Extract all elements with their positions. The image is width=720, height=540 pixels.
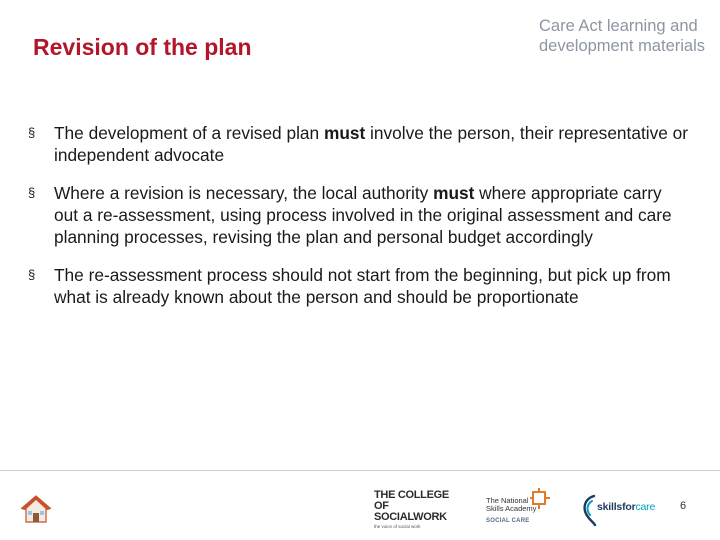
bullet-emphasis: must <box>323 123 366 143</box>
bullet-text-part: involve the person, their representative or independent advocate <box>54 123 689 165</box>
bullet-item <box>28 182 688 248</box>
brand-line-1: Care Act learning and <box>539 17 698 35</box>
slide-title: Revision of the plan <box>33 34 252 60</box>
nsa-logo-subtitle: SOCIAL CARE <box>486 518 530 524</box>
brand-text <box>539 16 714 56</box>
cosw-logo-line-2: SOCIALWORK <box>374 511 447 523</box>
sfc-logo-text <box>597 501 655 513</box>
bullet-text <box>54 264 688 308</box>
college-of-social-work-logo <box>374 490 452 530</box>
bullet-text <box>54 182 688 248</box>
sfc-logo-care: care <box>635 501 656 513</box>
bullet-text-part: where appropriate carry out a re-assessment, using process involved in the original assessment and care planning processes, revising the plan and personal budget accordingly <box>54 183 672 247</box>
bullet-text-part: The development of a revised plan <box>54 123 324 143</box>
nsa-logo-line-2: Skills Academy <box>486 504 537 513</box>
skills-for-care-logo <box>580 490 680 530</box>
bullet-marker: § <box>28 267 36 282</box>
brand-line-2: development materials <box>539 37 705 55</box>
nsa-logo-line-1: The National <box>486 496 529 505</box>
bullet-marker: § <box>28 185 36 200</box>
cosw-logo-tagline: the voice of social work <box>374 524 421 529</box>
nsa-logo-text <box>486 497 536 513</box>
bullet-text <box>54 122 688 166</box>
cosw-logo-line-1: THE COLLEGE OF <box>374 489 449 512</box>
bullet-item <box>28 122 688 166</box>
bullet-emphasis: must <box>433 183 475 203</box>
page-number: 6 <box>680 500 687 512</box>
sfc-logo-skills: skills <box>597 501 623 513</box>
bullet-text-part: Where a revision is necessary, the local authority <box>54 183 434 203</box>
national-skills-academy-logo <box>486 488 556 528</box>
bullet-marker: § <box>28 125 36 140</box>
bullet-text-part: The re-assessment process should not start from the beginning, but pick up from what is already known about the person and should be proportionate <box>54 265 671 307</box>
skillsforcare-swirl-icon <box>580 493 598 527</box>
bullet-item <box>28 264 688 308</box>
footer-divider <box>0 470 720 471</box>
sfc-logo-for: for <box>622 501 636 513</box>
nsa-frame-icon <box>530 488 550 510</box>
bullet-list <box>28 122 688 324</box>
home-icon[interactable] <box>20 494 52 529</box>
